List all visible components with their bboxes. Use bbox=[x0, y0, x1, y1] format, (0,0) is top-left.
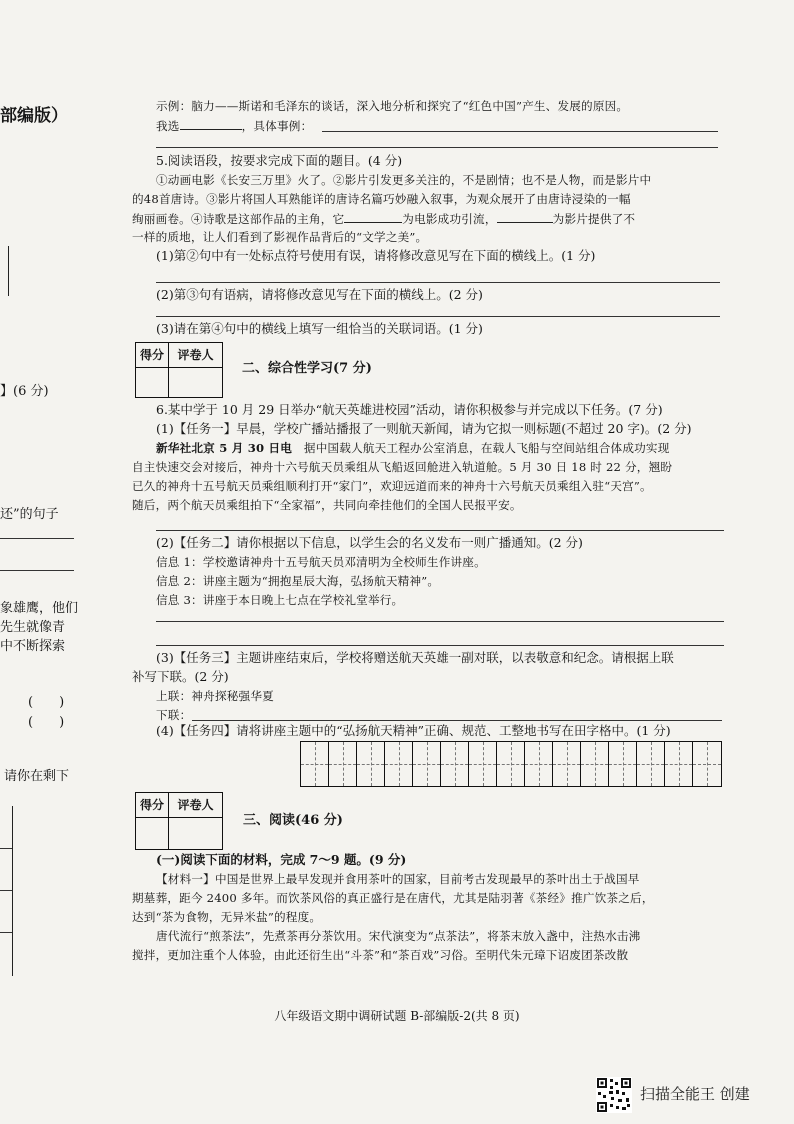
lower-couplet-label: 下联： bbox=[156, 708, 192, 722]
q5-text: 绚丽画卷。④诗歌是这部作品的主角，它 bbox=[132, 212, 345, 226]
grid-cell[interactable] bbox=[301, 742, 329, 786]
left-paren: ( ) bbox=[28, 695, 65, 710]
grid-cell[interactable] bbox=[665, 742, 693, 786]
q6-task1: (1)【任务一】早晨，学校广播站播报了一则航天新闻，请为它拟一则标题(不超过 20 字)。(2 分) bbox=[156, 421, 692, 436]
q5-sub1: (1)第②句中有一处标点符号使用有误，请将修改意见写在下面的横线上。(1 分) bbox=[156, 248, 596, 263]
grader-label: 评卷人 bbox=[169, 793, 222, 818]
info-1: 信息 1：学校邀请神舟十五号航天员邓清明为全校师生作讲座。 bbox=[156, 555, 486, 569]
grid-cell[interactable] bbox=[609, 742, 637, 786]
q5-sub2: (2)第③句有语病，请将修改意见写在下面的横线上。(2 分) bbox=[156, 287, 483, 302]
material-line: 达到“茶为食物，无异米盐”的程度。 bbox=[132, 910, 322, 924]
news-dateline: 新华社北京 5 月 30 日电 bbox=[156, 441, 293, 455]
tianzige-grid[interactable] bbox=[300, 741, 722, 787]
q6-task2: (2)【任务二】请你根据以下信息，以学生会的名义发布一则广播通知。(2 分) bbox=[156, 535, 583, 550]
scanner-watermark: 扫描全能王 创建 bbox=[640, 1085, 750, 1103]
answer-line[interactable] bbox=[156, 147, 718, 148]
upper-couplet: 上联：神舟探秘强华夏 bbox=[156, 689, 274, 703]
conjunction-blank-1[interactable] bbox=[344, 210, 402, 223]
q5-sub3: (3)请在第④句中的横线上填写一组恰当的关联词语。(1 分) bbox=[156, 321, 483, 336]
q5-paragraph-blanks bbox=[132, 210, 635, 227]
left-rule bbox=[0, 570, 74, 571]
grid-cell[interactable] bbox=[385, 742, 413, 786]
lower-couplet-input[interactable] bbox=[192, 720, 722, 721]
answer-line[interactable] bbox=[156, 530, 724, 531]
section2-title: 二、综合性学习(7 分) bbox=[242, 361, 372, 376]
grid-cell[interactable] bbox=[497, 742, 525, 786]
info-3: 信息 3：讲座于本日晚上七点在学校礼堂举行。 bbox=[156, 593, 404, 607]
q6-task4: (4)【任务四】请将讲座主题中的“弘扬航天精神”正确、规范、工整地书写在田字格中。(1 分) bbox=[156, 723, 671, 738]
q5-text: 为电影成功引流， bbox=[402, 212, 497, 226]
q5-title: 5.阅读语段，按要求完成下面的题目。(4 分) bbox=[156, 153, 403, 168]
left-text-fragment: 象雄鹰，他们 bbox=[0, 601, 79, 616]
answer-line[interactable] bbox=[156, 645, 724, 646]
grid-cell[interactable] bbox=[413, 742, 441, 786]
left-table-rule bbox=[0, 890, 12, 891]
info-2: 信息 2：讲座主题为“拥抱星辰大海，弘扬航天精神”。 bbox=[156, 574, 440, 588]
news-line: 自主快速交会对接后，神舟十六号航天员乘组从飞船返回舱进入轨道舱。5 月 30 日 18 时 22 分，翘盼 bbox=[132, 460, 673, 474]
score-input[interactable] bbox=[136, 368, 169, 397]
answer-line[interactable] bbox=[156, 621, 724, 622]
grid-cell[interactable] bbox=[525, 742, 553, 786]
left-text-fragment: 还”的句子 bbox=[0, 507, 59, 522]
answer-line[interactable] bbox=[322, 131, 718, 132]
q6-task3-cont: 补写下联。(2 分) bbox=[132, 669, 229, 684]
score-input[interactable] bbox=[136, 818, 169, 849]
news-line: 已久的神舟十五号航天员乘组顺利打开“家门”，欢迎远道而来的神舟十六号航天员乘组入驻“天宫”。 bbox=[132, 479, 652, 493]
qr-code-icon bbox=[596, 1077, 632, 1113]
section3-title: 三、阅读(46 分) bbox=[243, 813, 343, 828]
reading-heading: (一)阅读下面的材料，完成 7～9 题。(9 分) bbox=[156, 852, 407, 867]
grid-cell[interactable] bbox=[637, 742, 665, 786]
q6-task3: (3)【任务三】主题讲座结束后，学校将赠送航天英雄一副对联，以表敬意和纪念。请根据上联 bbox=[156, 650, 674, 665]
q6-title: 6.某中学于 10 月 29 日举办“航天英雄进校园”活动，请你积极参与并完成以下任务。(7 分) bbox=[156, 402, 663, 417]
left-text-fragment: 请你在剩下 bbox=[4, 769, 70, 784]
score-label: 得分 bbox=[136, 793, 169, 818]
q5-paragraph: 的48首唐诗。③影片将国人耳熟能详的唐诗名篇巧妙融入叙事，为观众展开了由唐诗浸染的一幅 bbox=[132, 192, 631, 206]
grader-input[interactable] bbox=[169, 368, 222, 397]
news-text: 据中国载人航天工程办公室消息，在载人飞船与空间站组合体成功实现 bbox=[303, 441, 670, 455]
score-box bbox=[135, 342, 223, 398]
left-rule bbox=[0, 538, 74, 539]
left-table-rule bbox=[0, 932, 12, 933]
grid-cell[interactable] bbox=[553, 742, 581, 786]
detail-label: ，具体事例： bbox=[241, 119, 313, 133]
grid-cell[interactable] bbox=[357, 742, 385, 786]
page-footer: 八年级语文期中调研试题 B-部编版-2(共 8 页) bbox=[274, 1009, 520, 1023]
left-table-edge bbox=[0, 806, 13, 976]
material-text: 【材料一】中国是世界上最早发现并食用茶叶的国家，目前考古发现最早的茶叶出土于战国早 bbox=[156, 872, 640, 886]
grader-label: 评卷人 bbox=[169, 343, 222, 368]
choice-label: 我选 bbox=[156, 119, 180, 133]
left-table-rule bbox=[0, 848, 12, 849]
left-text-fragment: 先生就像青 bbox=[0, 620, 66, 635]
example-choice-line bbox=[156, 117, 312, 134]
material-line: 唐代流行“煎茶法”，先煮茶再分茶饮用。宋代演变为“点茶法”，将茶末放入盏中，注热水击沸 bbox=[156, 929, 641, 943]
left-score-fragment: 】(6 分) bbox=[0, 384, 49, 399]
grid-cell[interactable] bbox=[441, 742, 469, 786]
left-margin-bar bbox=[8, 246, 9, 296]
conjunction-blank-2[interactable] bbox=[497, 210, 553, 223]
answer-line[interactable] bbox=[156, 316, 720, 317]
material-line: 搅拌，更加注重个人体验，由此还衍生出“斗茶”和“茶百戏”习俗。至明代朱元璋下诏废团茶改散 bbox=[132, 948, 629, 962]
example-line: 示例：脑力——斯诺和毛泽东的谈话，深入地分析和探究了“红色中国”产生、发展的原因。 bbox=[156, 99, 629, 113]
material-line: 期墓葬，距今 2400 多年。而饮茶风俗的真正盛行是在唐代，尤其是陆羽著《茶经》推广饮茶之后， bbox=[132, 891, 654, 905]
answer-line[interactable] bbox=[156, 282, 720, 283]
left-paren: ( ) bbox=[28, 715, 65, 730]
material-line bbox=[156, 871, 640, 887]
grader-input[interactable] bbox=[169, 818, 222, 849]
edition-label: 部编版） bbox=[0, 106, 68, 126]
grid-cell[interactable] bbox=[329, 742, 357, 786]
score-box bbox=[135, 792, 223, 850]
news-line bbox=[156, 440, 670, 456]
q5-text: 为影片提供了不 bbox=[552, 212, 636, 226]
grid-cell[interactable] bbox=[581, 742, 609, 786]
grid-cell[interactable] bbox=[469, 742, 497, 786]
grid-cell[interactable] bbox=[693, 742, 721, 786]
left-text-fragment: 中不断探索 bbox=[0, 639, 66, 654]
q5-paragraph: ①动画电影《长安三万里》火了。②影片引发更多关注的，不是剧情；也不是人物，而是影片中 bbox=[156, 173, 652, 187]
score-label: 得分 bbox=[136, 343, 169, 368]
choice-blank[interactable] bbox=[180, 117, 242, 130]
news-line: 随后，两个航天员乘组拍下“全家福”，共同向牵挂他们的全国人民报平安。 bbox=[132, 498, 522, 512]
q5-paragraph: 一样的质地，让人们看到了影视作品背后的“文学之美”。 bbox=[132, 230, 428, 244]
